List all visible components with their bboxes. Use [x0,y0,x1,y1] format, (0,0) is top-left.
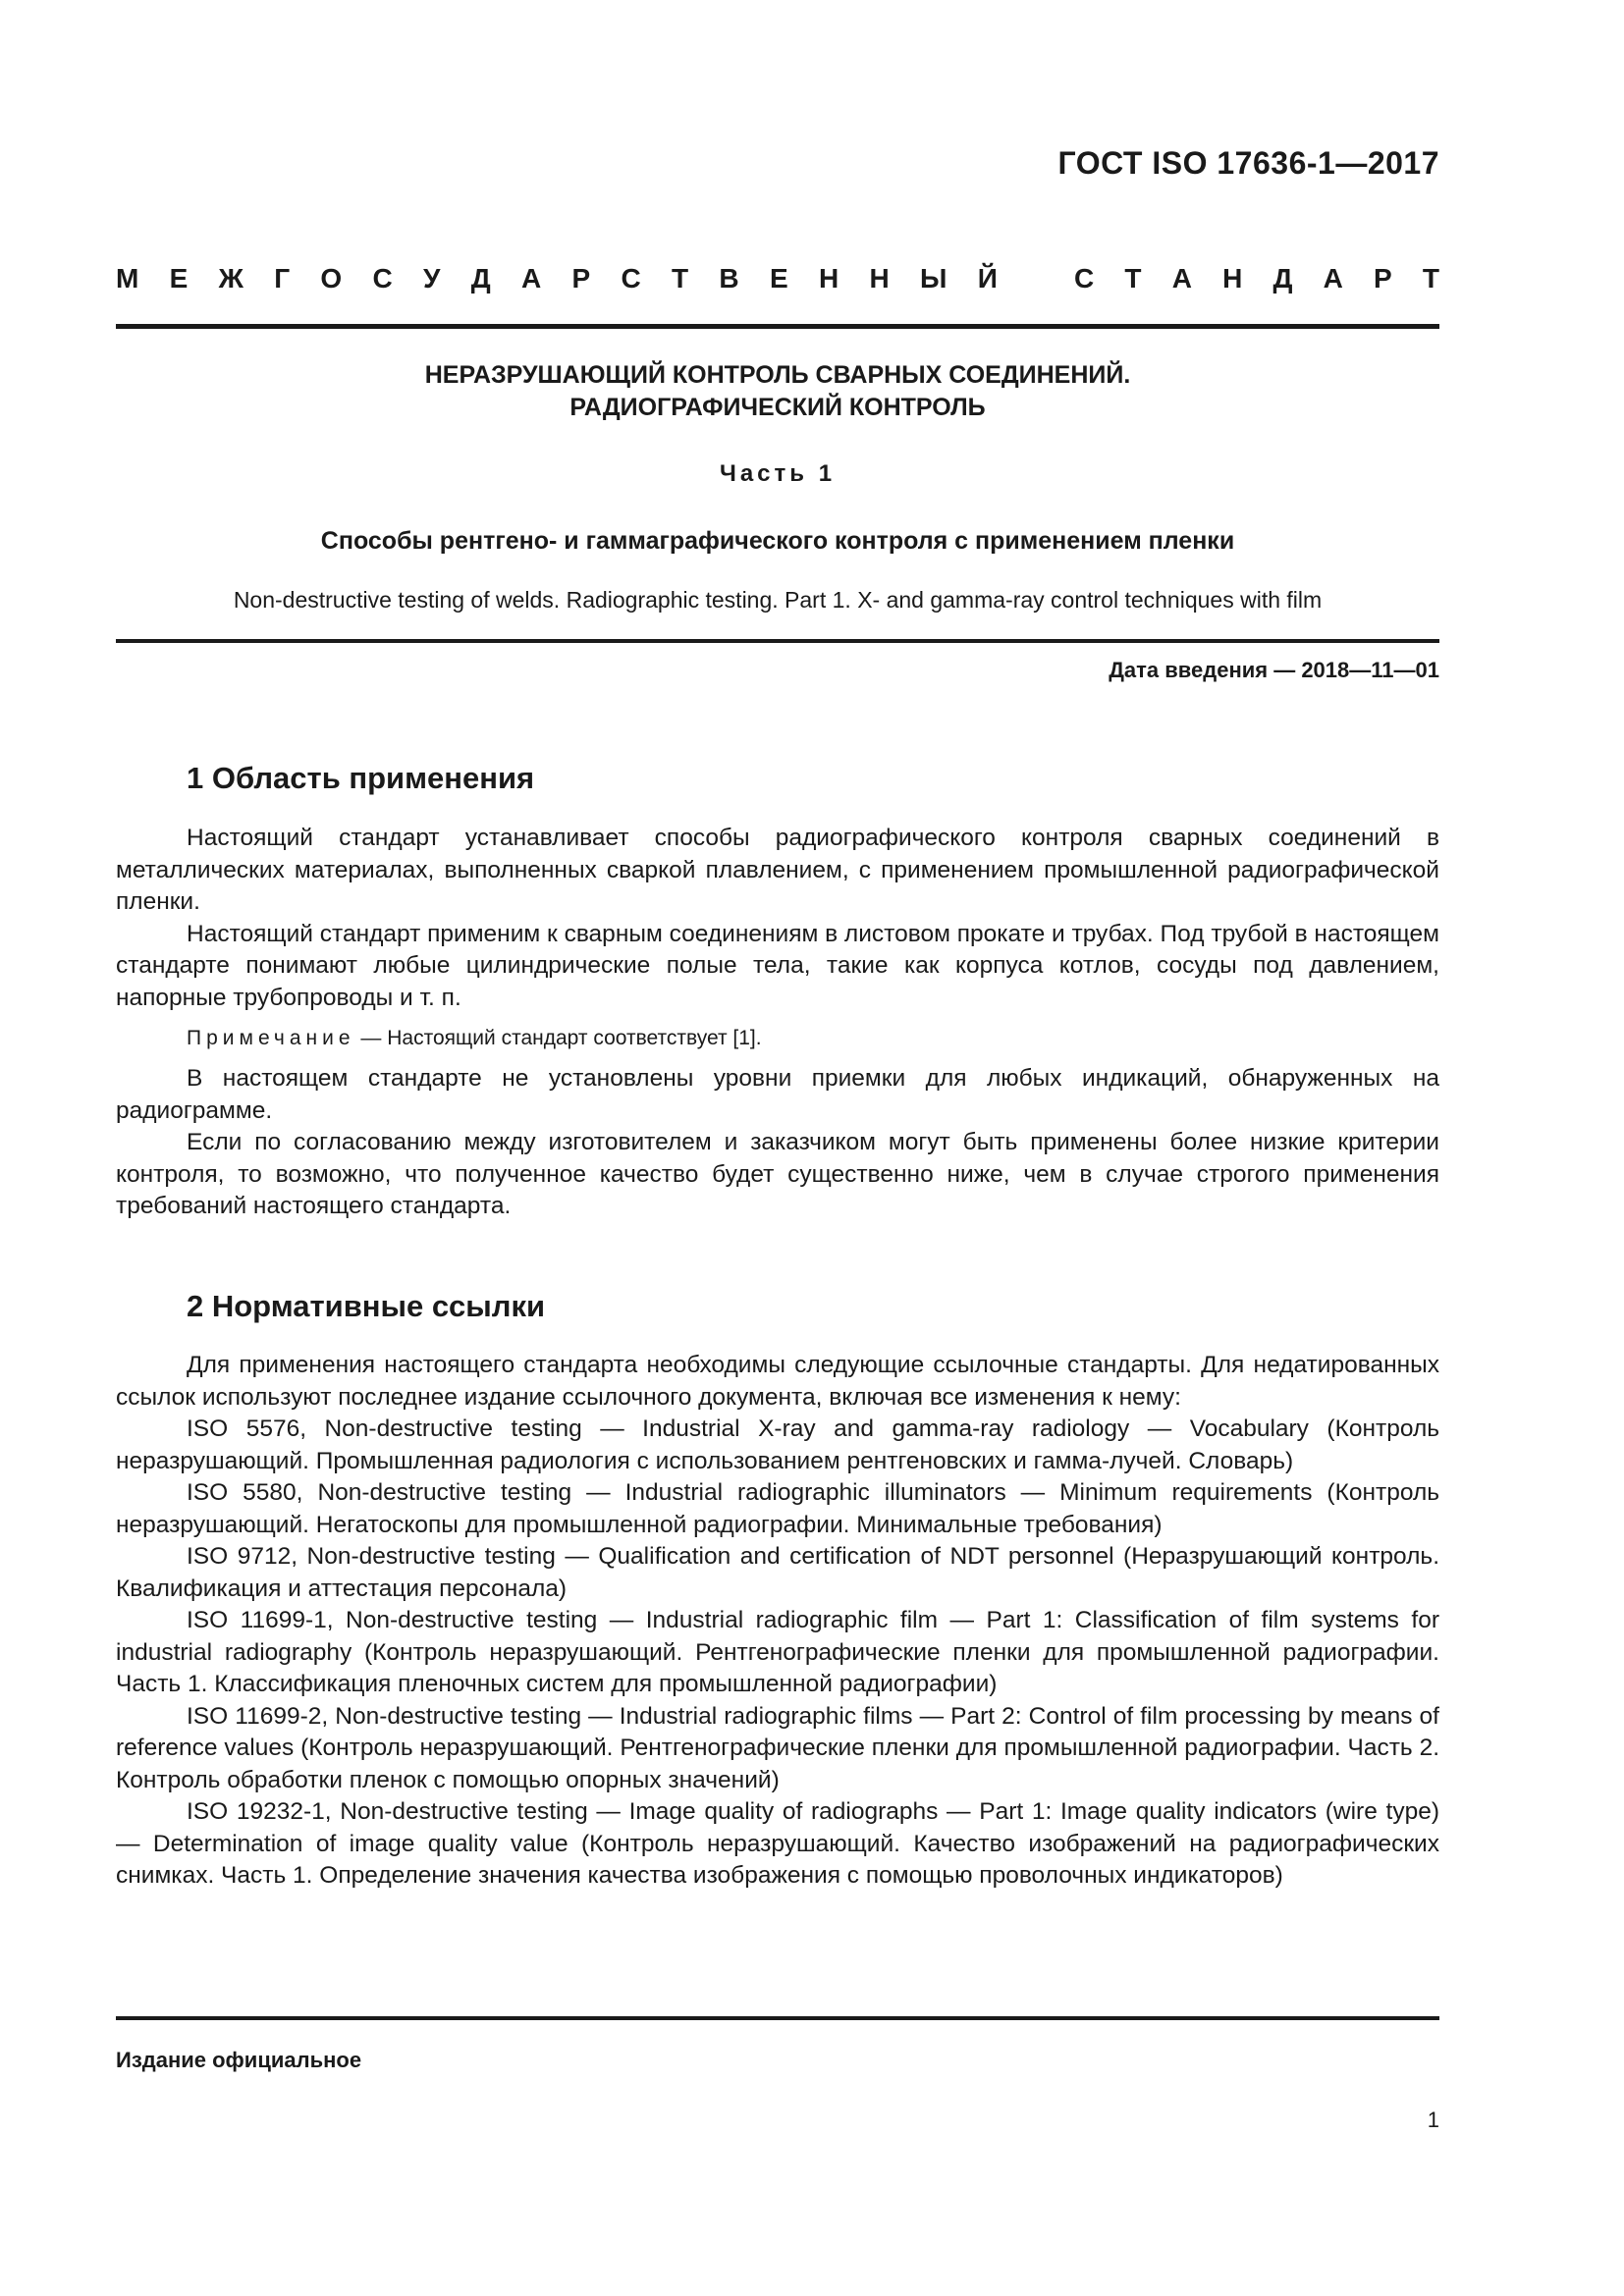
banner-letter: Д [470,263,491,294]
banner-letter: Т [1422,263,1439,294]
note-label: Примечание [187,1027,355,1049]
document-code: ГОСТ ISO 17636-1—2017 [1057,145,1439,181]
note-text: — Настоящий стандарт соответствует [1]. [354,1027,762,1049]
banner-letter: С [621,263,641,294]
paragraph: Для применения настоящего стандарта необходимы следующие ссылочные стандарты. Для недатированных ссылок используют последнее издание ссылочного документа, включая все изменения к нему: [116,1352,1439,1411]
banner-letter: А [520,263,542,294]
title-line-1: НЕРАЗРУШАЮЩИЙ КОНТРОЛЬ СВАРНЫХ СОЕДИНЕНИЙ. [424,361,1131,389]
banner-letter: Е [169,263,189,294]
banner-letter: Н [1222,263,1243,294]
banner-word-standard [1074,263,1439,294]
banner-letter: Н [869,263,890,294]
reference-item: ISO 9712, Non-destructive testing — Qualification and certification of NDT personnel (Неразрушающий контроль. Квалификация и аттестация персонала) [116,1543,1439,1602]
document-page [116,0,1439,2296]
banner-letter: У [423,263,441,294]
banner-letter: Д [1272,263,1293,294]
banner-letter: С [372,263,393,294]
banner-letter: Ы [920,263,947,294]
banner-letter: Р [571,263,591,294]
footer-rule [116,2016,1439,2020]
section-2-heading: 2 Нормативные ссылки [187,1289,546,1323]
banner-letter: В [719,263,739,294]
part-label: Часть 1 [719,460,837,487]
banner-letter: С [1074,263,1095,294]
introduction-date: Дата введения — 2018—11—01 [1109,658,1439,682]
reference-item: ISO 11699-2, Non-destructive testing — Industrial radiographic films — Part 2: Control of film processing by means of reference values (Контроль неразрушающий. Рентгенографические пленки для промышленной радиографии. Часть 2. Контроль обработки пленок с помощью опорных значений) [116,1702,1439,1793]
section-1-heading: 1 Область применения [187,761,535,795]
banner-letter: Ж [218,263,244,294]
banner-letter: Т [1124,263,1142,294]
title-rule [116,639,1439,643]
banner-word-interstate [116,263,998,294]
reference-item: ISO 19232-1, Non-destructive testing — Image quality of radiographs — Part 1: Image quality indicators (wire type) — Determination of image quality value (Контроль неразрушающий. Качество изображений на радиографических снимках. Часть 1. Определение значения качества изображения с помощью проволочных индикаторов) [116,1798,1439,1889]
page-number: 1 [1427,2108,1439,2132]
paragraph: Настоящий стандарт устанавливает способы радиографического контроля сварных соединений в металлических материалах, выполненных сваркой плавлением, с применением промышленной радиографической пленки. [116,825,1439,915]
paragraph: Настоящий стандарт применим к сварным соединениям в листовом прокате и трубах. Под трубой в настоящем стандарте понимают любые цилиндрические полые тела, такие как корпуса котлов, сосуды под давлением, напорные трубопроводы и т. п. [116,920,1440,1011]
note [116,1024,1439,1053]
document-subtitle: Способы рентгено- и гаммаграфического контроля с применением пленки [320,527,1235,555]
paragraph: Если по согласованию между изготовителем и заказчиком могут быть применены более низкие критерии контроля, то возможно, что полученное качество будет существенно ниже, чем в случае строгого применения требований настоящего стандарта. [116,1129,1439,1219]
banner-letter: А [1323,263,1343,294]
section-2-body [116,1350,1439,1893]
banner-letter: Г [274,263,291,294]
section-1-body [116,823,1439,1223]
official-edition-label: Издание официальное [116,2048,362,2072]
banner-letter: А [1171,263,1192,294]
reference-item: ISO 5576, Non-destructive testing — Industrial X-ray and gamma-ray radiology — Vocabulary (Контроль неразрушающий. Промышленная радиология с использованием рентгеновских и гамма-лучей. Словарь) [116,1415,1439,1474]
reference-item: ISO 11699-1, Non-destructive testing — Industrial radiographic film — Part 1: Classification of film systems for industrial radiography (Контроль неразрушающий. Рентгенографические пленки для промышленной радиографии. Часть 1. Классификация пленочных систем для промышленной радиографии) [116,1607,1439,1697]
header-rule [116,324,1439,329]
reference-item: ISO 5580, Non-destructive testing — Industrial radiographic illuminators — Minimum requirements (Контроль неразрушающий. Негатоскопы для промышленной радиографии. Минимальные требования) [116,1479,1439,1538]
banner-letter: О [320,263,343,294]
banner-letter: Р [1374,263,1392,294]
document-title [116,359,1439,424]
banner-letter: Т [672,263,689,294]
english-title: Non-destructive testing of welds. Radiographic testing. Part 1. X- and gamma-ray control techniques with film [233,587,1323,613]
interstate-standard-banner [116,263,1439,294]
banner-letter: М [116,263,139,294]
banner-letter: Е [769,263,788,294]
banner-letter: Н [818,263,839,294]
title-line-2: РАДИОГРАФИЧЕСКИЙ КОНТРОЛЬ [569,394,986,421]
paragraph: В настоящем стандарте не установлены уровни приемки для любых индикаций, обнаруженных на радиограмме. [116,1065,1439,1124]
banner-letter: Й [977,263,998,294]
